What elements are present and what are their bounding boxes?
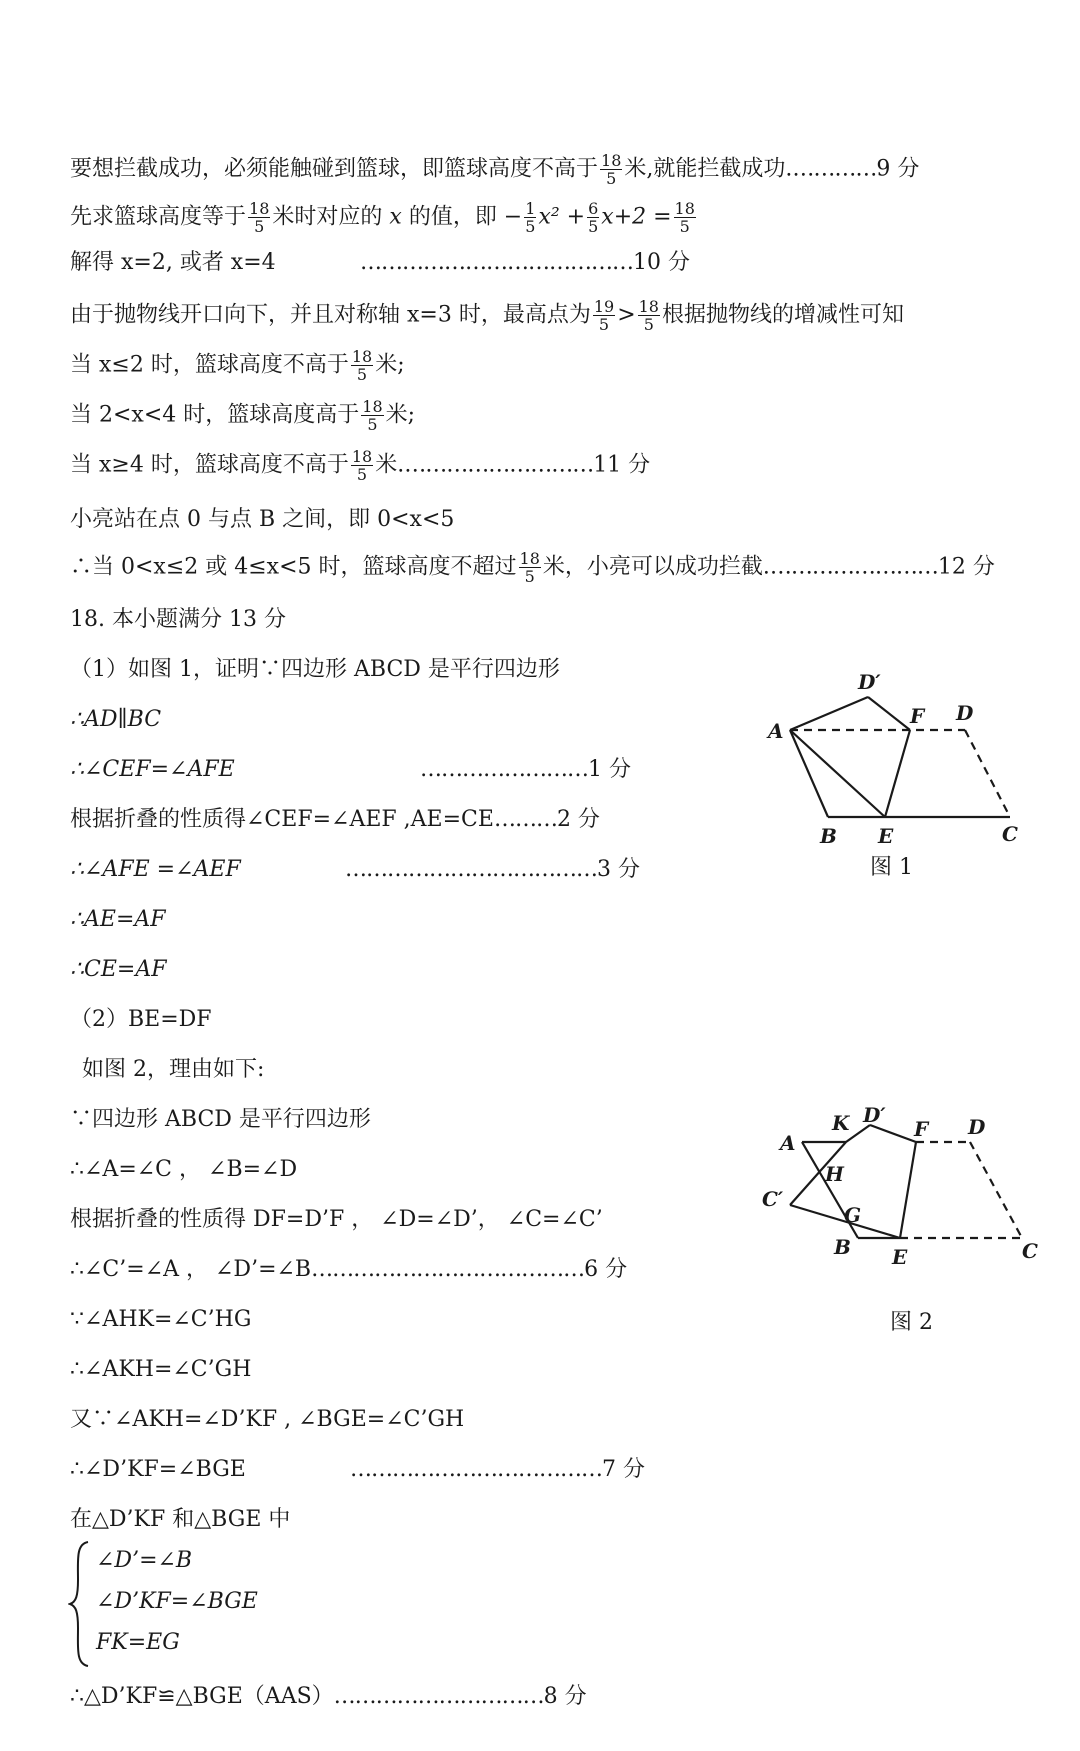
text: ∵四边形 ABCD 是平行四边形 xyxy=(70,1107,371,1132)
frac-num: 18 xyxy=(351,347,373,366)
figure-2-caption: 图 2 xyxy=(890,1310,933,1335)
line-14 xyxy=(70,805,600,835)
fig2-label-A: A xyxy=(780,1131,796,1155)
score: 9 分 xyxy=(876,156,920,182)
text: （2）BE=DF xyxy=(70,1007,212,1032)
fig1-label-F: F xyxy=(910,704,925,728)
text: ∴CE=AF xyxy=(70,957,167,982)
dots: ………………………………… xyxy=(311,1257,585,1282)
frac-den: 5 xyxy=(524,567,535,586)
line-21 xyxy=(70,1155,297,1185)
frac-num: 18 xyxy=(362,397,383,416)
line-27 xyxy=(70,1455,246,1485)
score-row-13 xyxy=(420,755,631,785)
score-row-3 xyxy=(360,248,690,278)
dots: …………………… xyxy=(420,757,588,782)
text: 如图 2，理由如下: xyxy=(82,1057,265,1082)
score: 2 分 xyxy=(556,807,600,832)
fig1-label-E: E xyxy=(878,824,894,848)
frac-den: 5 xyxy=(525,217,536,236)
score: 7 分 xyxy=(602,1457,645,1482)
var: x xyxy=(389,204,402,230)
fig2-label-E: E xyxy=(892,1245,908,1269)
frac-den: 5 xyxy=(367,415,378,434)
fraction xyxy=(524,200,536,235)
line-25 xyxy=(70,1355,251,1385)
text: 的值，即 − xyxy=(408,204,523,230)
dots: ………… xyxy=(792,156,877,182)
frac-num: 18 xyxy=(351,447,373,466)
text: ∠D’KF=∠BGE xyxy=(96,1589,258,1614)
fraction xyxy=(593,298,615,333)
figure-1-caption: 图 1 xyxy=(870,855,913,880)
frac-num: 6 xyxy=(588,199,599,218)
text: 米. xyxy=(375,452,405,478)
score: 10 分 xyxy=(633,250,690,275)
text: 18. 本小题满分 13 分 xyxy=(70,607,286,632)
score: 1 分 xyxy=(588,757,631,782)
term: x² + xyxy=(538,204,586,230)
line-24 xyxy=(70,1305,251,1335)
line-6 xyxy=(70,398,415,433)
fig2-label-H: H xyxy=(825,1162,844,1186)
line-13 xyxy=(70,755,235,785)
line-22 xyxy=(70,1205,603,1235)
dots: ……………………………… xyxy=(345,857,597,882)
text: 根据折叠的性质得∠CEF=∠AEF ,AE=CE xyxy=(70,807,494,832)
fraction xyxy=(638,298,660,333)
text: ∴AD∥BC xyxy=(70,707,162,732)
text: 根据抛物线的增减性可知 xyxy=(661,302,904,328)
line-23 xyxy=(70,1255,627,1285)
fraction xyxy=(361,398,383,433)
text: 小亮站在点 0 与点 B 之间，即 0<x<5 xyxy=(70,507,455,532)
line-15 xyxy=(70,855,241,885)
fraction xyxy=(351,448,373,483)
line-29 xyxy=(96,1546,192,1576)
dots: ……………………… xyxy=(404,452,594,478)
line-31 xyxy=(96,1628,180,1658)
frac-den: 5 xyxy=(588,217,599,236)
fig2-label-K: K xyxy=(832,1111,850,1135)
frac-den: 5 xyxy=(606,169,617,188)
fig2-label-Cp: C′ xyxy=(762,1187,784,1211)
left-brace xyxy=(68,1540,90,1668)
dots: …………………… xyxy=(769,554,938,580)
frac-num: 18 xyxy=(674,199,695,218)
score: 11 分 xyxy=(593,452,651,478)
fig2-label-Dp: D′ xyxy=(863,1103,886,1127)
line-19 xyxy=(82,1055,264,1085)
part-2-heading xyxy=(70,1005,212,1035)
text: 先求篮球高度等于 xyxy=(70,204,247,230)
frac-num: 18 xyxy=(638,297,659,316)
line-3 xyxy=(70,248,276,278)
score: 12 分 xyxy=(937,554,995,580)
line-17 xyxy=(70,955,166,985)
line-20 xyxy=(70,1105,371,1135)
fraction xyxy=(587,200,599,235)
frac-num: 18 xyxy=(249,199,270,218)
text: 米时对应的 xyxy=(272,204,383,230)
frac-num: 18 xyxy=(519,549,540,568)
line-12 xyxy=(70,705,161,735)
frac-den: 5 xyxy=(598,315,610,334)
figure-1 xyxy=(760,665,1040,855)
frac-den: 5 xyxy=(679,217,690,236)
frac-den: 5 xyxy=(356,365,368,384)
score-row-27 xyxy=(350,1455,645,1485)
line-7 xyxy=(70,448,650,483)
fraction xyxy=(600,152,622,187)
frac-num: 1 xyxy=(525,199,536,218)
text: ∴当 0<x≤2 或 4≤x<5 时，篮球高度不超过 xyxy=(70,554,517,580)
fig2-label-B: B xyxy=(834,1235,851,1259)
fig2-label-C: C xyxy=(1022,1239,1038,1263)
fraction xyxy=(674,200,696,235)
figure-2 xyxy=(760,1100,1060,1270)
text: 根据折叠的性质得 DF=D’F ， ∠D=∠D’， ∠C=∠C’ xyxy=(70,1207,603,1232)
line-28 xyxy=(70,1505,290,1535)
fig1-label-C: C xyxy=(1002,822,1018,846)
line-9 xyxy=(70,550,995,585)
frac-num: 19 xyxy=(593,297,615,316)
score: 8 分 xyxy=(543,1684,587,1709)
text: ∴△D’KF≌△BGE（AAS） xyxy=(70,1684,334,1709)
text: ∵∠AHK=∠C’HG xyxy=(70,1307,252,1332)
fig1-label-D: D xyxy=(956,701,974,725)
fig1-label-Dp: D′ xyxy=(858,670,881,694)
text: 当 2<x<4 时，篮球高度高于 xyxy=(70,402,360,428)
line-11 xyxy=(70,655,560,685)
text: 当 x≥4 时，篮球高度不高于 xyxy=(70,452,349,478)
line-4 xyxy=(70,298,904,333)
line-32 xyxy=(70,1682,587,1712)
text: 由于抛物线开口向下，并且对称轴 x=3 时，最高点为 xyxy=(70,302,591,328)
text: 米; xyxy=(385,402,416,428)
dots: ……… xyxy=(493,807,557,832)
dots: ……………………………… xyxy=(350,1457,602,1482)
frac-den: 5 xyxy=(254,217,265,236)
text: 又∵∠AKH=∠D’KF , ∠BGE=∠C’GH xyxy=(70,1407,465,1432)
text: ∠D’=∠B xyxy=(96,1548,193,1573)
line-5 xyxy=(70,348,405,383)
text: ∴AE=AF xyxy=(70,907,166,932)
fig2-label-G: G xyxy=(844,1203,862,1227)
text: 要想拦截成功，必须能触碰到篮球，即篮球高度不高于 xyxy=(70,156,599,182)
text: ∴∠C’=∠A ， ∠D’=∠B xyxy=(70,1257,312,1282)
fig1-label-A: A xyxy=(768,719,784,743)
text: ∴∠AKH=∠C’GH xyxy=(70,1357,252,1382)
fig2-label-D: D xyxy=(968,1115,986,1139)
fraction xyxy=(248,200,270,235)
fig1-label-B: B xyxy=(820,824,837,848)
fig2-label-F: F xyxy=(914,1117,929,1141)
line-1 xyxy=(70,152,919,187)
line-2 xyxy=(70,200,698,235)
text: 在△D’KF 和△BGE 中 xyxy=(70,1507,291,1532)
fraction xyxy=(351,348,373,383)
text: 解得 x=2, 或者 x=4 xyxy=(70,250,276,275)
text: ∴∠A=∠C ， ∠B=∠D xyxy=(70,1157,298,1182)
frac-num: 18 xyxy=(601,151,622,170)
text: ∴∠AFE =∠AEF xyxy=(70,857,241,882)
score: 6 分 xyxy=(584,1257,628,1282)
line-26 xyxy=(70,1405,464,1435)
dots: ………………………………… xyxy=(360,250,633,275)
dots: ………………………… xyxy=(333,1684,544,1709)
text: 米; xyxy=(375,352,405,378)
line-8 xyxy=(70,505,454,535)
line-30 xyxy=(96,1587,258,1617)
text: ∴∠D’KF=∠BGE xyxy=(70,1457,246,1482)
text: ∴∠CEF=∠AFE xyxy=(70,757,235,782)
text: （1）如图 1，证明∵四边形 ABCD 是平行四边形 xyxy=(70,657,560,682)
line-16 xyxy=(70,905,166,935)
fraction xyxy=(519,550,541,585)
question-18-heading xyxy=(70,605,286,635)
score: 3 分 xyxy=(597,857,640,882)
text: > xyxy=(617,302,636,328)
frac-den: 5 xyxy=(356,465,368,484)
text: 米,就能拦截成功. xyxy=(624,156,793,182)
score-row-15 xyxy=(345,855,640,885)
text: FK=EG xyxy=(96,1630,180,1655)
text: 米，小亮可以成功拦截. xyxy=(542,554,770,580)
frac-den: 5 xyxy=(643,315,654,334)
term: x+2 = xyxy=(601,204,672,230)
text: 当 x≤2 时，篮球高度不高于 xyxy=(70,352,349,378)
